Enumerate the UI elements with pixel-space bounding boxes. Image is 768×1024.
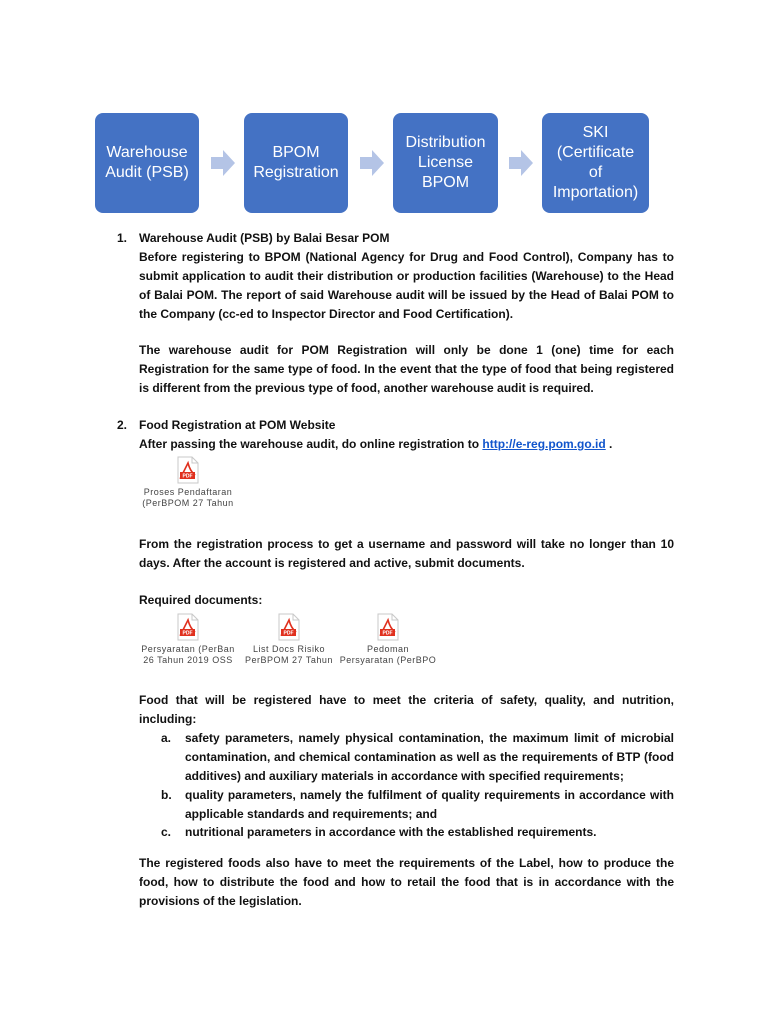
- criteria-intro: Food that will be registered have to meet the criteria of safety, quality, and nutrition, including:: [139, 693, 674, 726]
- list-item: [161, 729, 674, 787]
- attachment-caption: Pedoman Persyaratan (PerBPO: [339, 644, 437, 665]
- attachment-pedoman[interactable]: [308, 613, 468, 666]
- e-reg-link[interactable]: http://e-reg.pom.go.id: [482, 437, 606, 451]
- svg-text:PDF: PDF: [382, 630, 393, 637]
- attachment-caption: List Docs Risiko PerBPOM 27 Tahun: [245, 644, 333, 665]
- pdf-file-icon: [376, 613, 400, 641]
- list-item: [161, 823, 674, 843]
- svg-text:PDF: PDF: [182, 473, 193, 480]
- intro-period: .: [605, 437, 613, 451]
- step-warehouse-audit: Warehouse Audit (PSB): [95, 113, 199, 213]
- section-title: Warehouse Audit (PSB) by Balai Besar POM: [139, 231, 390, 245]
- pdf-file-icon: [277, 613, 301, 641]
- pdf-file-icon: [176, 613, 200, 641]
- closing-paragraph: The registered foods also have to meet the requirements of the Label, how to produce the food, how to distribute the food and how to retail the food that is in accordance with the provisions of the legislation.: [139, 856, 674, 908]
- process-flow: [0, 113, 768, 213]
- list-marker: b.: [161, 788, 172, 802]
- right-arrow-icon: [360, 149, 384, 177]
- list-item: [161, 786, 674, 825]
- svg-text:PDF: PDF: [182, 630, 193, 637]
- list-marker: a.: [161, 731, 172, 745]
- attachment-caption: Proses Pendaftaran (PerBPOM 27 Tahun: [142, 487, 234, 508]
- list-item-text: safety parameters, namely physical contamination, the maximum limit of microbial contamination, and chemical contamination as well as the requirements of BTP (food additives) and auxiliary materials in accordance with specified requirements;: [185, 731, 674, 783]
- section-paragraph: The warehouse audit for POM Registration will only be done 1 (one) time for each Registration for the same type of food. In the event that the type of food that being registered is different from the previous type of food, another warehouse audit is required.: [139, 343, 674, 395]
- list-item-text: nutritional parameters in accordance with the established requirements.: [185, 825, 597, 839]
- registration-intro: [139, 435, 674, 454]
- step-ski: SKI (Certificate of Importation): [542, 113, 649, 213]
- section-paragraph: From the registration process to get a username and password will take no longer than 10 days. After the account is registered and active, submit documents.: [139, 537, 674, 570]
- required-documents-label: Required documents:: [139, 593, 263, 607]
- svg-text:PDF: PDF: [283, 630, 294, 637]
- right-arrow-icon: [211, 149, 235, 177]
- right-arrow-icon: [509, 149, 533, 177]
- step-bpom-registration: BPOM Registration: [244, 113, 348, 213]
- attachment-proses-pendaftaran[interactable]: [108, 456, 268, 509]
- list-marker: c.: [161, 825, 172, 839]
- section-title: Food Registration at POM Website: [139, 418, 336, 432]
- section-paragraph: Before registering to BPOM (National Agency for Drug and Food Control), Company has to submit application to audit their distribution or production facilities (Warehouse) to the Head of Balai POM. The report of said Warehouse audit will be issued by the Head of Balai POM to the Company (cc-ed to Inspector Director and Food Certification).: [139, 250, 674, 321]
- pdf-file-icon: [176, 456, 200, 484]
- intro-text: After passing the warehouse audit, do online registration to: [139, 437, 483, 451]
- section-number: 2.: [117, 418, 128, 432]
- list-item-text: quality parameters, namely the fulfilment of quality requirements in accordance with applicable standards and requirements; and: [185, 788, 674, 821]
- attachment-caption: Persyaratan (PerBan 26 Tahun 2019 OSS: [141, 644, 235, 665]
- step-distribution-license: Distribution License BPOM: [393, 113, 498, 213]
- section-number: 1.: [117, 231, 128, 245]
